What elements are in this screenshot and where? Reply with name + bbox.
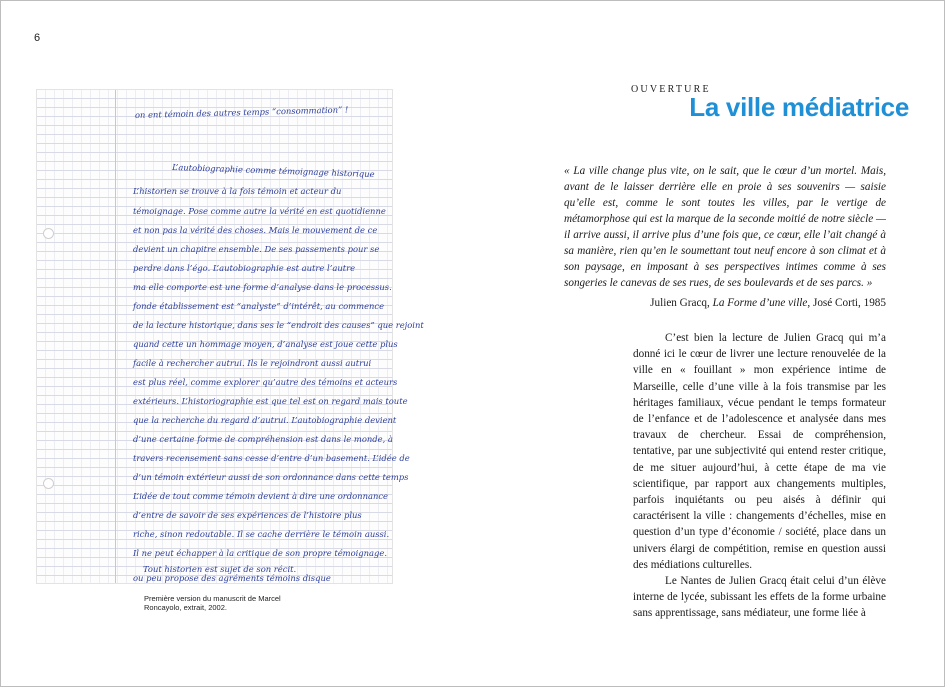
svg-text:facile à rechercher autrui. Il: facile à rechercher autrui. Ils le rejoindront aussi autrui xyxy=(133,358,372,368)
svg-text:L’historien se trouve à la foi: L’historien se trouve à la fois témoin et acteur du xyxy=(133,186,342,196)
svg-text:est plus réel, comme explorer: est plus réel, comme explorer qu’autre des témoins et acteurs xyxy=(133,377,398,387)
chapter-title: La ville médiatrice xyxy=(689,92,909,122)
body-text xyxy=(633,330,886,622)
epigraph-author: Julien Gracq, xyxy=(650,297,710,309)
svg-text:ou peu propose des agréments t: ou peu propose des agréments témoins disque xyxy=(133,573,331,583)
image-caption: Première version du manuscrit de Marcel Roncayolo, extrait, 2002. xyxy=(144,594,281,612)
epigraph-quote: « La ville change plus vite, on le sait, que le cœur d’un mortel. Mais, avant de le laisser derrière elle en proie à ses souvenirs — saisie qu’elle est, comme le sont toutes les villes, par le vertige de métamorphose qui est la marque de la seconde moitié de notre siècle — il arrive aussi, il arrive plus d’une fois que, ce cœur, elle l’ait changé à sa manière, rien qu’en le soumettant tout neuf encore à son climat et à son paysage, en imposant à ses perspectives intimes comme à ses songeries le canevas de ses rues, de ses boulevards et de ses parcs. » xyxy=(564,165,886,289)
svg-text:extérieurs. L’historiographie: extérieurs. L’historiographie est que tel est on regard mais toute xyxy=(133,396,408,406)
svg-text:d’un témoin extérieur aussi de: d’un témoin extérieur aussi de son ordonnance dans cette temps xyxy=(133,472,409,482)
body-paragraph: Le Nantes de Julien Gracq était celui d’un élève interne de lycée, subissant les effets de la forme urbaine sans apprentissage, sans médiateur, une forme liée à xyxy=(633,575,886,620)
svg-text:Il ne peut échapper à la criti: Il ne peut échapper à la critique de son propre témoignage. xyxy=(133,548,388,558)
svg-text:quand cette un hommage moyen,: quand cette un hommage moyen, d’analyse est joue cette plus xyxy=(133,339,398,349)
svg-text:d’entre de savoir de ses expér: d’entre de savoir de ses expériences de l’histoire plus xyxy=(133,510,362,520)
svg-text:de la lecture historique, dans: de la lecture historique, dans ses le “endroit des causes” que rejoint xyxy=(133,320,424,330)
svg-text:devient un chapitre ensemble.: devient un chapitre ensemble. De ses passements pour se xyxy=(133,244,380,254)
epigraph-attribution xyxy=(650,295,886,311)
handwriting-drawing xyxy=(37,90,424,583)
svg-text:perdre dans l’égo. L’autobiogr: perdre dans l’égo. L’autobiographie est autre l’autre xyxy=(133,263,356,273)
svg-text:que la recherche du regard d’a: que la recherche du regard d’autrui. L’autobiographie devient xyxy=(133,415,397,425)
svg-text:on ent témoin des autres temps: on ent témoin des autres temps “consommation” ! xyxy=(134,104,349,120)
svg-text:et non pas la vérité des chose: et non pas la vérité des choses. Mais le mouvement de ce xyxy=(133,225,378,235)
section-label: OUVERTURE xyxy=(631,84,711,95)
svg-text:d’une certaine forme de compré: d’une certaine forme de compréhension est dans le monde, à xyxy=(133,434,393,444)
svg-text:L’idée de tout comme témoin de: L’idée de tout comme témoin devient à dire une ordonnance xyxy=(133,491,389,501)
epigraph-work: La Forme d’une ville xyxy=(712,297,808,309)
svg-text:riche, sinon redoutable. Il se: riche, sinon redoutable. Il se cache derrière le témoin aussi. xyxy=(133,529,390,539)
body-paragraph: C’est bien la lecture de Julien Gracq qui m’a donné ici le cœur de livrer une lecture renouvelée de la ville en « fouillant » mon expérience intime de Marseille, celle d’une ville à la fois transmise par les héritages familiaux, vécue pendant le temps formateur de l’enfance et de l’adolescence et analysée dans mes travaux de chercheur. Essai de compréhension, tentative, par une subjectivité qui entend rester critique, de me situer aujourd’hui, à cette étape de ma vie scientifique, par rapport aux changements multiples, parfois inquiétants ou peu aisés à définir qui caractérisent la ville : changements d’échelles, mise en question d’un type d’économie / société, place dans un univers élargi de compétition, remise en question aussi des médiations culturelles. xyxy=(633,332,886,571)
svg-text:travers recensement sans cesse: travers recensement sans cesse d’entre d’un basement. L’idée de xyxy=(133,453,410,463)
manuscript-image xyxy=(37,90,424,583)
page-number: 6 xyxy=(34,32,41,44)
svg-text:fonde établissement est “analy: fonde établissement est “analyste” d’intérêt, au commence xyxy=(133,301,385,311)
svg-text:Tout historien est sujet de so: Tout historien est sujet de son récit. xyxy=(143,564,297,574)
svg-text:L’autobiographie comme témoign: L’autobiographie comme témoignage historique xyxy=(171,162,375,180)
svg-text:témoignage. Pose comme autre l: témoignage. Pose comme autre la vérité en est quotidienne xyxy=(133,206,386,216)
svg-text:ma elle comporte est une forme: ma elle comporte est une forme d’analyse dans le processus. xyxy=(133,282,392,292)
epigraph-publisher: , José Corti, 1985 xyxy=(807,297,886,309)
